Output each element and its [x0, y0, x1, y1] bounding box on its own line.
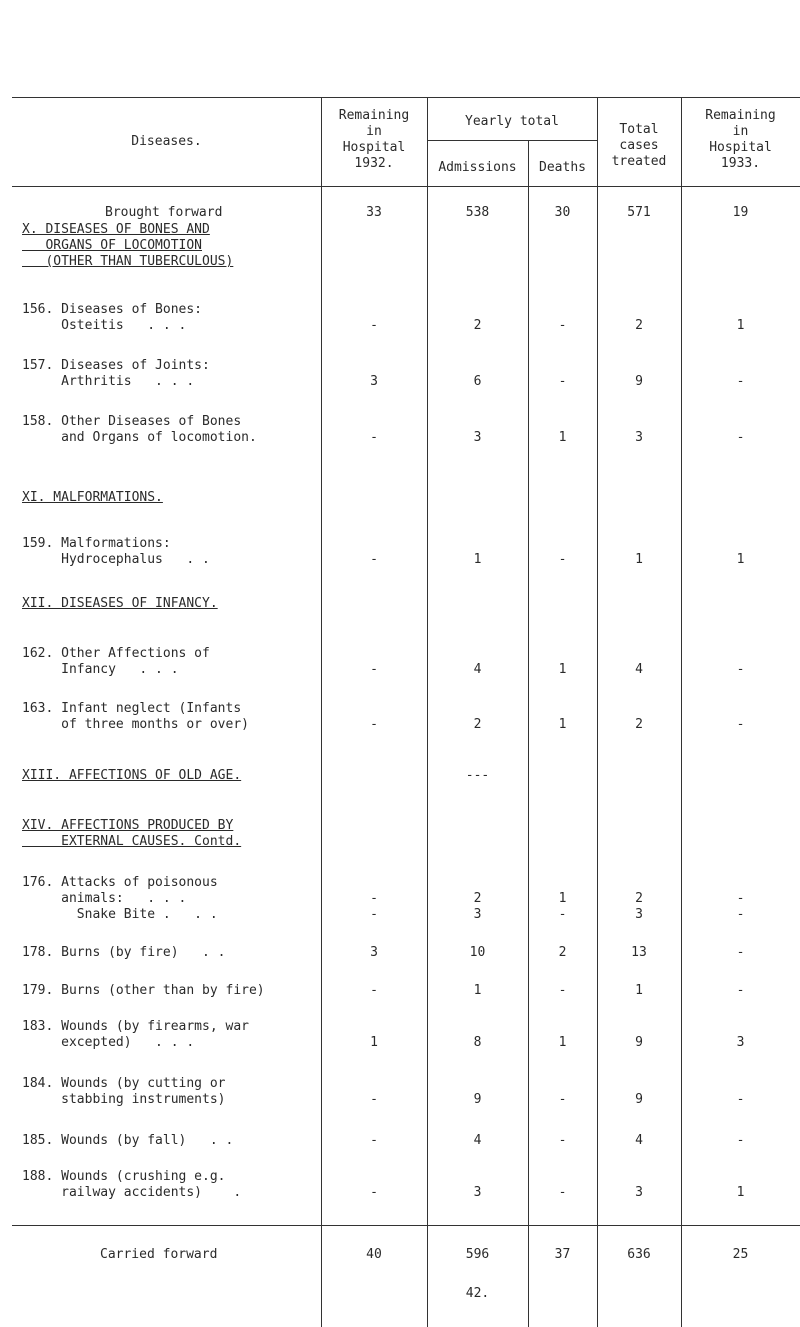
disease-label: Hydrocephalus . . [22, 552, 210, 567]
cell-remaining-1933: - [736, 945, 745, 960]
cell-admissions: 6 [473, 374, 482, 389]
cell-remaining-1932: - [370, 318, 378, 333]
disease-label: 156. Diseases of Bones: [22, 302, 203, 317]
disease-label: 179. Burns (other than by fire) [22, 983, 265, 998]
cell-remaining-1932: 3 [370, 374, 378, 389]
disease-label: 185. Wounds (by fall) . . [22, 1133, 234, 1148]
disease-label: 178. Burns (by fire) . . [22, 945, 226, 960]
brought-forward-label: Brought forward [105, 205, 223, 220]
section-heading: X. DISEASES OF BONES AND [22, 222, 210, 237]
carried-forward-total: 636 [627, 1247, 651, 1262]
cell-admissions: 2 [473, 891, 482, 906]
cell-admissions: --- [465, 768, 490, 783]
carried-forward-admissions: 596 [465, 1247, 490, 1262]
cell-remaining-1933: 1 [736, 1185, 745, 1200]
cell-deaths: 1 [558, 430, 567, 445]
cell-remaining-1933: - [736, 717, 745, 732]
cell-remaining-1933: - [736, 1133, 745, 1148]
cell-deaths: - [558, 318, 567, 333]
disease-label: 163. Infant neglect (Infants [22, 701, 242, 716]
cell-admissions: 4 [473, 662, 482, 677]
cell-remaining-1932: - [370, 430, 378, 445]
cell-total: 9 [635, 1035, 643, 1050]
section-heading: XI. MALFORMATIONS. [22, 490, 163, 505]
cell-admissions: 3 [473, 1185, 482, 1200]
header-remaining-1932: Remaining in Hospital 1932. [338, 108, 410, 171]
carried-forward-deaths: 37 [554, 1247, 571, 1262]
disease-label: 162. Other Affections of [22, 646, 210, 661]
cell-remaining-1933: - [736, 374, 745, 389]
header-remaining-1933: Remaining in Hospital 1933. [705, 108, 776, 171]
cell-total: 13 [631, 945, 647, 960]
cell-admissions: 8 [473, 1035, 482, 1050]
cell-deaths: 1 [558, 717, 567, 732]
cell-admissions: 4 [473, 1133, 482, 1148]
cell-total: 4 [635, 1133, 643, 1148]
cell-total: 9 [635, 374, 643, 389]
cell-deaths: - [558, 374, 567, 389]
cell-admissions: 2 [473, 717, 482, 732]
disease-label: Snake Bite . . . [22, 907, 218, 922]
cell-remaining-1932: - [370, 662, 378, 677]
cell-admissions: 10 [469, 945, 486, 960]
cell-remaining-1932: 3 [370, 945, 378, 960]
disease-label: excepted) . . . [22, 1035, 195, 1050]
cell-admissions: 9 [473, 1092, 482, 1107]
brought-forward-remaining-1933: 19 [732, 205, 749, 220]
cell-remaining-1933: 3 [736, 1035, 745, 1050]
disease-label: Osteitis . . . [22, 318, 187, 333]
cell-admissions: 3 [473, 907, 482, 922]
cell-total: 9 [635, 1092, 643, 1107]
section-heading: XIII. AFFECTIONS OF OLD AGE. [22, 768, 242, 783]
disease-label: 188. Wounds (crushing e.g. [22, 1169, 226, 1184]
brought-forward-total: 571 [627, 205, 651, 220]
header-yearly-total: Yearly total [465, 114, 559, 129]
cell-total: 3 [635, 430, 643, 445]
cell-remaining-1932: - [370, 1133, 378, 1148]
header-admissions: Admissions [438, 160, 517, 175]
header-deaths: Deaths [539, 160, 586, 175]
cell-remaining-1932: - [370, 907, 378, 922]
disease-label: Infancy . . . [22, 662, 179, 677]
page-number: 42. [465, 1286, 490, 1301]
cell-remaining-1932: - [370, 552, 378, 567]
cell-remaining-1933: 1 [736, 318, 745, 333]
cell-total: 1 [635, 552, 643, 567]
carried-forward-remaining-1932: 40 [366, 1247, 382, 1262]
cell-admissions: 1 [473, 552, 482, 567]
cell-remaining-1933: - [736, 662, 745, 677]
disease-label: animals: . . . [22, 891, 187, 906]
cell-remaining-1933: 1 [736, 552, 745, 567]
section-heading: XII. DISEASES OF INFANCY. [22, 596, 218, 611]
cell-remaining-1932: - [370, 983, 378, 998]
cell-remaining-1932: - [370, 1092, 378, 1107]
yearly-total-divider [427, 140, 597, 141]
disease-label: railway accidents) . [22, 1185, 242, 1200]
disease-label: Arthritis . . . [22, 374, 195, 389]
cell-remaining-1932: - [370, 1185, 378, 1200]
disease-label: 183. Wounds (by firearms, war [22, 1019, 249, 1034]
cell-total: 1 [635, 983, 643, 998]
cell-deaths: 2 [558, 945, 567, 960]
cell-total: 2 [635, 318, 643, 333]
cell-remaining-1933: - [736, 1092, 745, 1107]
carried-forward-label: Carried forward [100, 1247, 218, 1262]
header-total-cases: Total cases treated [611, 122, 667, 169]
cell-remaining-1932: - [370, 891, 378, 906]
brought-forward-deaths: 30 [554, 205, 571, 220]
cell-total: 3 [635, 1185, 643, 1200]
cell-admissions: 3 [473, 430, 482, 445]
cell-remaining-1933: - [736, 891, 745, 906]
disease-label: 176. Attacks of poisonous [22, 875, 218, 890]
brought-forward-remaining-1932: 33 [366, 205, 382, 220]
disease-label: 184. Wounds (by cutting or [22, 1076, 226, 1091]
disease-label: 157. Diseases of Joints: [22, 358, 210, 373]
cell-remaining-1932: - [370, 717, 378, 732]
cell-deaths: - [558, 1092, 567, 1107]
disease-label: of three months or over) [22, 717, 249, 732]
cell-deaths: 1 [558, 1035, 567, 1050]
cell-deaths: - [558, 552, 567, 567]
cell-deaths: - [558, 1133, 567, 1148]
section-heading: XIV. AFFECTIONS PRODUCED BY [22, 818, 234, 833]
disease-label: 158. Other Diseases of Bones [22, 414, 242, 429]
cell-admissions: 1 [473, 983, 482, 998]
disease-label: 159. Malformations: [22, 536, 171, 551]
cell-deaths: 1 [558, 891, 567, 906]
cell-admissions: 2 [473, 318, 482, 333]
section-heading: ORGANS OF LOCOMOTION [22, 238, 203, 253]
cell-total: 4 [635, 662, 643, 677]
cell-remaining-1932: 1 [370, 1035, 378, 1050]
carried-forward-remaining-1933: 25 [732, 1247, 749, 1262]
cell-remaining-1933: - [736, 907, 745, 922]
cell-deaths: 1 [558, 662, 567, 677]
disease-label: and Organs of locomotion. [22, 430, 257, 445]
cell-deaths: - [558, 1185, 567, 1200]
section-heading: (OTHER THAN TUBERCULOUS) [22, 254, 234, 269]
cell-total: 2 [635, 891, 643, 906]
cell-deaths: - [558, 907, 567, 922]
cell-deaths: - [558, 983, 567, 998]
cell-total: 3 [635, 907, 643, 922]
cell-total: 2 [635, 717, 643, 732]
section-heading: EXTERNAL CAUSES. Contd. [22, 834, 242, 849]
disease-label: stabbing instruments) [22, 1092, 226, 1107]
cell-remaining-1933: - [736, 983, 745, 998]
brought-forward-admissions: 538 [465, 205, 490, 220]
header-diseases: Diseases. [131, 134, 202, 149]
cell-remaining-1933: - [736, 430, 745, 445]
